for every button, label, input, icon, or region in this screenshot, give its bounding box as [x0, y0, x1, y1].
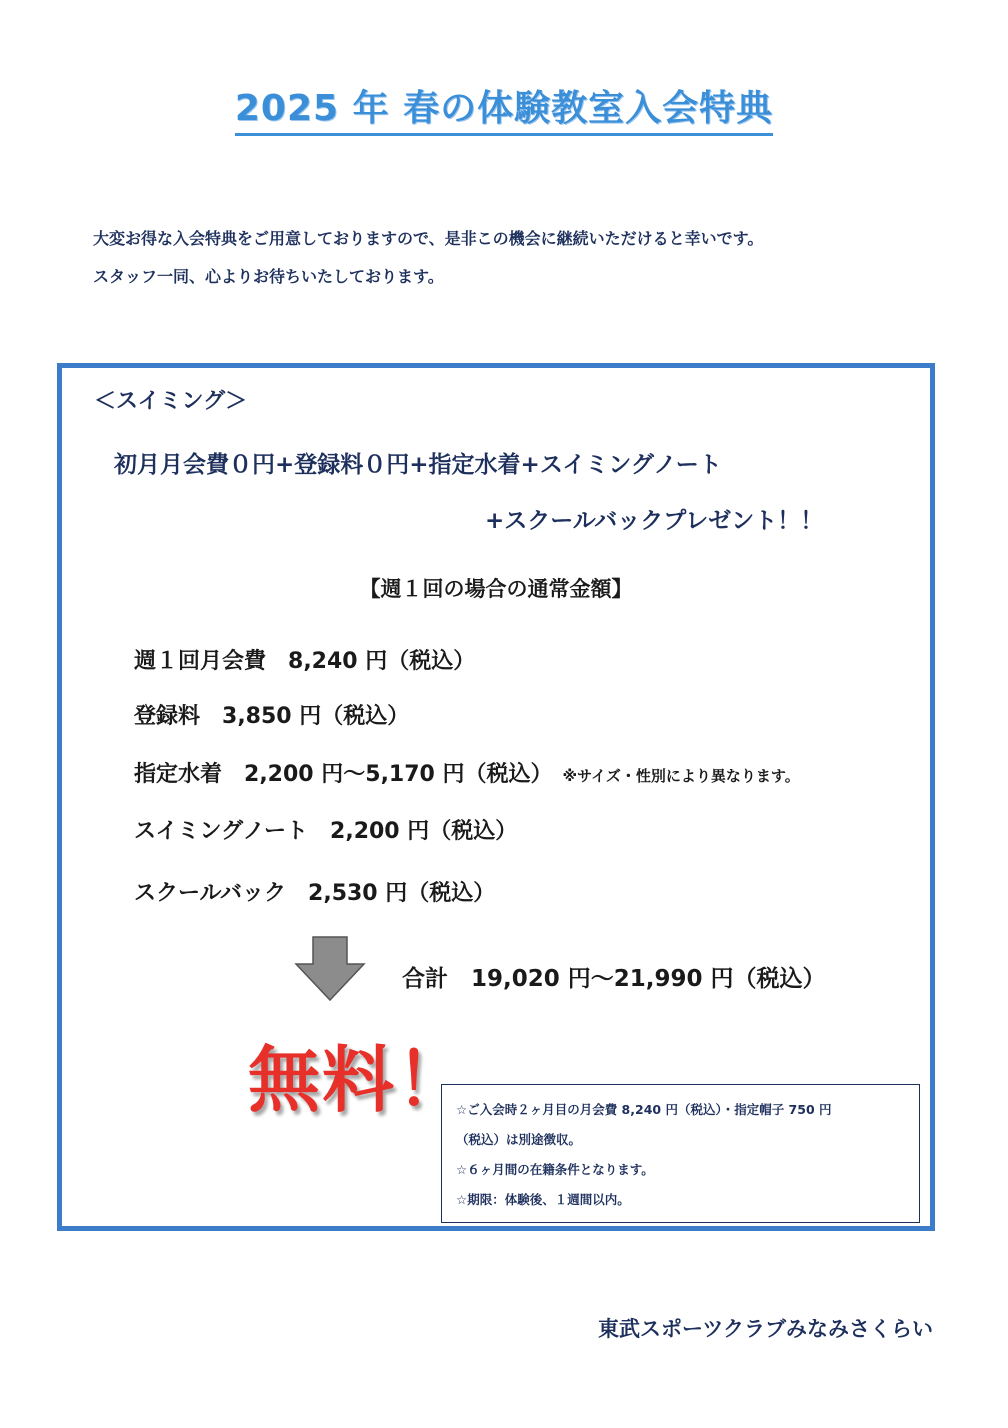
intro-line-2: スタッフ一同、心よりお待ちいたしております。: [93, 267, 444, 286]
down-arrow-icon: [294, 936, 366, 1002]
total-row: [402, 960, 826, 993]
price-label: 指定水着: [134, 762, 223, 787]
intro-line-1: 大変お得な入会特典をご用意しておりますので、是非この機会に継続いただけると幸いです。: [93, 229, 764, 248]
swimming-offer-box: [57, 363, 935, 1231]
note-line: （税込）は別途徴収。: [456, 1132, 582, 1147]
note-line: ☆ご入会時２ヶ月目の月会費 8,240 円（税込）・指定帽子 750 円: [456, 1102, 832, 1117]
price-label: スクールバック: [134, 881, 287, 906]
price-heading: 【週１回の場合の通常金額】: [359, 577, 633, 601]
total-value: 19,020 円〜21,990 円（税込）: [471, 966, 826, 992]
free-label: 無料！: [248, 1038, 471, 1122]
total-label: 合計: [402, 966, 448, 992]
section-title: ＜スイミング＞: [94, 389, 248, 414]
price-value: 2,530 円（税込）: [308, 881, 496, 906]
price-note: ※サイズ・性別により異なります。: [562, 767, 800, 785]
note-line: ☆６ヶ月間の在籍条件となります。: [456, 1162, 654, 1177]
price-row-registration: [134, 699, 409, 730]
price-value: 3,850 円（税込）: [222, 704, 410, 729]
price-row-swimsuit: [134, 757, 800, 788]
price-label: 登録料: [134, 704, 201, 729]
offer-line-2: +スクールバックプレゼント！！: [485, 508, 824, 534]
price-label: スイミングノート: [134, 819, 309, 844]
club-name: 東武スポーツクラブみなみさくらい: [598, 1317, 933, 1341]
offer-line-1: 初月月会費０円+登録料０円+指定水着+スイミングノート: [114, 452, 722, 478]
price-value: 8,240 円（税込）: [288, 649, 476, 674]
note-line: ☆期限：体験後、１週間以内。: [456, 1192, 630, 1207]
price-value: 2,200 円〜5,170 円（税込）: [244, 762, 553, 787]
price-row-bag: [134, 876, 495, 907]
notes-box: [441, 1084, 920, 1223]
price-label: 週１回月会費: [134, 649, 267, 674]
price-row-notebook: [134, 814, 517, 845]
page-title: 2025 年 春の体験教室入会特典: [0, 80, 1008, 131]
price-value: 2,200 円（税込）: [330, 819, 518, 844]
price-row-monthly: [134, 644, 475, 675]
